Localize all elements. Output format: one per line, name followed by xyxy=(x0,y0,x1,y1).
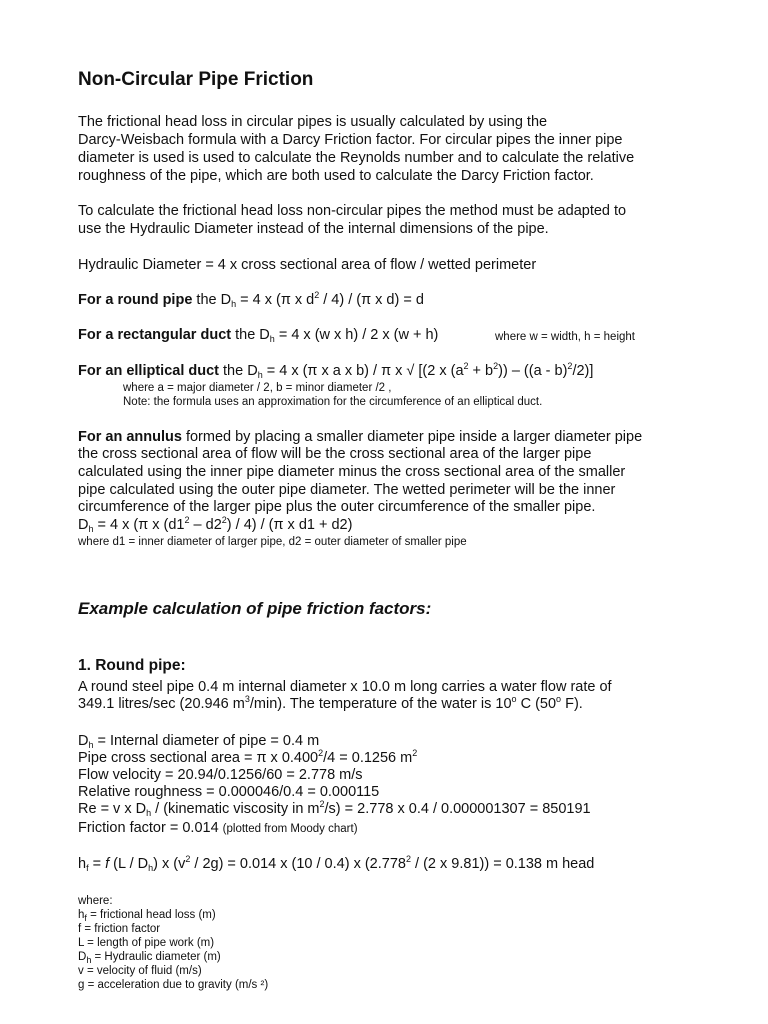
where-label: where: xyxy=(78,895,113,907)
round-pipe-heading: 1. Round pipe: xyxy=(78,657,186,674)
calc-line: Re = v x $D_h$ / (kinematic viscosity in $m^2/s) = 2.778$ x 0.4 / 0.000001307 = 850191 xyxy=(78,799,591,818)
annulus-line: calculated using the inner pipe diameter minus the cross sectional area of the smaller xyxy=(78,464,626,480)
calc-line: Friction factor = 0.014 (plotted from Moody chart) xyxy=(78,820,358,836)
elliptical-note: where a = major diameter / 2, b = minor diameter /2 , xyxy=(123,382,392,394)
elliptical-duct-label: For an elliptical duct xyxy=(78,363,219,379)
page-title: Non-Circular Pipe Friction xyxy=(78,69,314,90)
elliptical-duct-formula: For an elliptical duct the $D_h = 4$ x (π x a x b) / π x √ [(2 x $(a^2 + b^2)) - ((a - b)^2/2)$] xyxy=(78,361,594,380)
calc-line: Relative roughness = 0.000046/0.4 = 0.000115 xyxy=(78,784,380,800)
elliptical-note: Note: the formula uses an approximation for the circumference of an elliptical duct. xyxy=(123,396,543,408)
para2-line: To calculate the frictional head loss non-circular pipes the method must be adapted to xyxy=(78,203,627,219)
example-line: A round steel pipe 0.4 m internal diameter x 10.0 m long carries a water flow rate of xyxy=(78,679,612,695)
where-item: v = velocity of fluid (m/s) xyxy=(78,965,202,977)
para2-line: use the Hydraulic Diameter instead of the internal dimensions of the pipe. xyxy=(78,221,549,237)
intro-line: roughness of the pipe, which are both used to calculate the Darcy Friction factor. xyxy=(78,168,594,184)
intro-line: Darcy-Weisbach formula with a Darcy Friction factor. For circular pipes the inner pipe xyxy=(78,132,623,148)
annulus-line: pipe calculated using the outer pipe diameter. The wetted perimeter will be the inner xyxy=(78,482,616,498)
annulus-note: where d1 = inner diameter of larger pipe, d2 = outer diameter of smaller pipe xyxy=(78,536,467,548)
example-line: 349.1 litres/sec (20.946 $m^3/\min$). The temperature of the water is 10$^o$ C (50$^o$ F). xyxy=(78,694,583,712)
annulus-line: the cross sectional area of flow will be the cross sectional area of the larger pipe xyxy=(78,446,592,462)
example-heading: Example calculation of pipe friction factors: xyxy=(78,599,432,618)
calc-line: Pipe cross sectional area = π x $0.400^2/4 = 0.1256$ $m^2$ xyxy=(78,748,418,766)
hydraulic-definition: Hydraulic Diameter = 4 x cross sectional area of flow / wetted perimeter xyxy=(78,257,537,273)
head-loss-formula: $h_f = f$ $(L / D_h)$ x $(v^2 / 2g) = 0.014$ x (10 / 0.4) x (2.778$^2$ / (2 x 9.81)) = 0.138 m head xyxy=(78,854,595,873)
where-item: f = friction factor xyxy=(78,923,161,935)
annulus-line: circumference of the larger pipe plus the outer circumference of the smaller pipe. xyxy=(78,499,596,515)
rect-duct-note: where w = width, h = height xyxy=(495,331,635,343)
calc-line: $D_h$ = Internal diameter of pipe = 0.4 m xyxy=(78,733,320,750)
intro-line: The frictional head loss in circular pipes is usually calculated by using the xyxy=(78,114,548,130)
where-item: $h_f$ = frictional head loss (m) xyxy=(78,909,216,923)
annulus-label: For an annulus xyxy=(78,429,182,445)
calc-line: Flow velocity = 20.94/0.1256/60 = 2.778 m/s xyxy=(78,767,363,783)
where-item: g = acceleration due to gravity (m/s ²) xyxy=(78,979,269,991)
round-pipe-label: For a round pipe xyxy=(78,292,193,308)
annulus-formula: $D_h = 4$ x (π x $(d1^2 - d2^2) / 4) / (\pi$ x d1 + d2) xyxy=(78,515,353,534)
rect-duct-label: For a rectangular duct xyxy=(78,327,232,343)
round-pipe-formula: For a round pipe the $D_h = 4$ x (π x $d^2 / 4) / (\pi$ x d) = d xyxy=(78,290,424,309)
where-item: $D_h$ = Hydraulic diameter (m) xyxy=(78,951,221,965)
rect-duct-formula: For a rectangular duct the $D_h = 4$ x (w x h) / 2 x (w + h) xyxy=(78,327,439,344)
where-item: L = length of pipe work (m) xyxy=(78,937,215,949)
intro-line: diameter is used is used to calculate the Reynolds number and to calculate the relative xyxy=(78,150,635,166)
annulus-line: For an annulus formed by placing a smaller diameter pipe inside a larger diameter pipe xyxy=(78,429,643,445)
